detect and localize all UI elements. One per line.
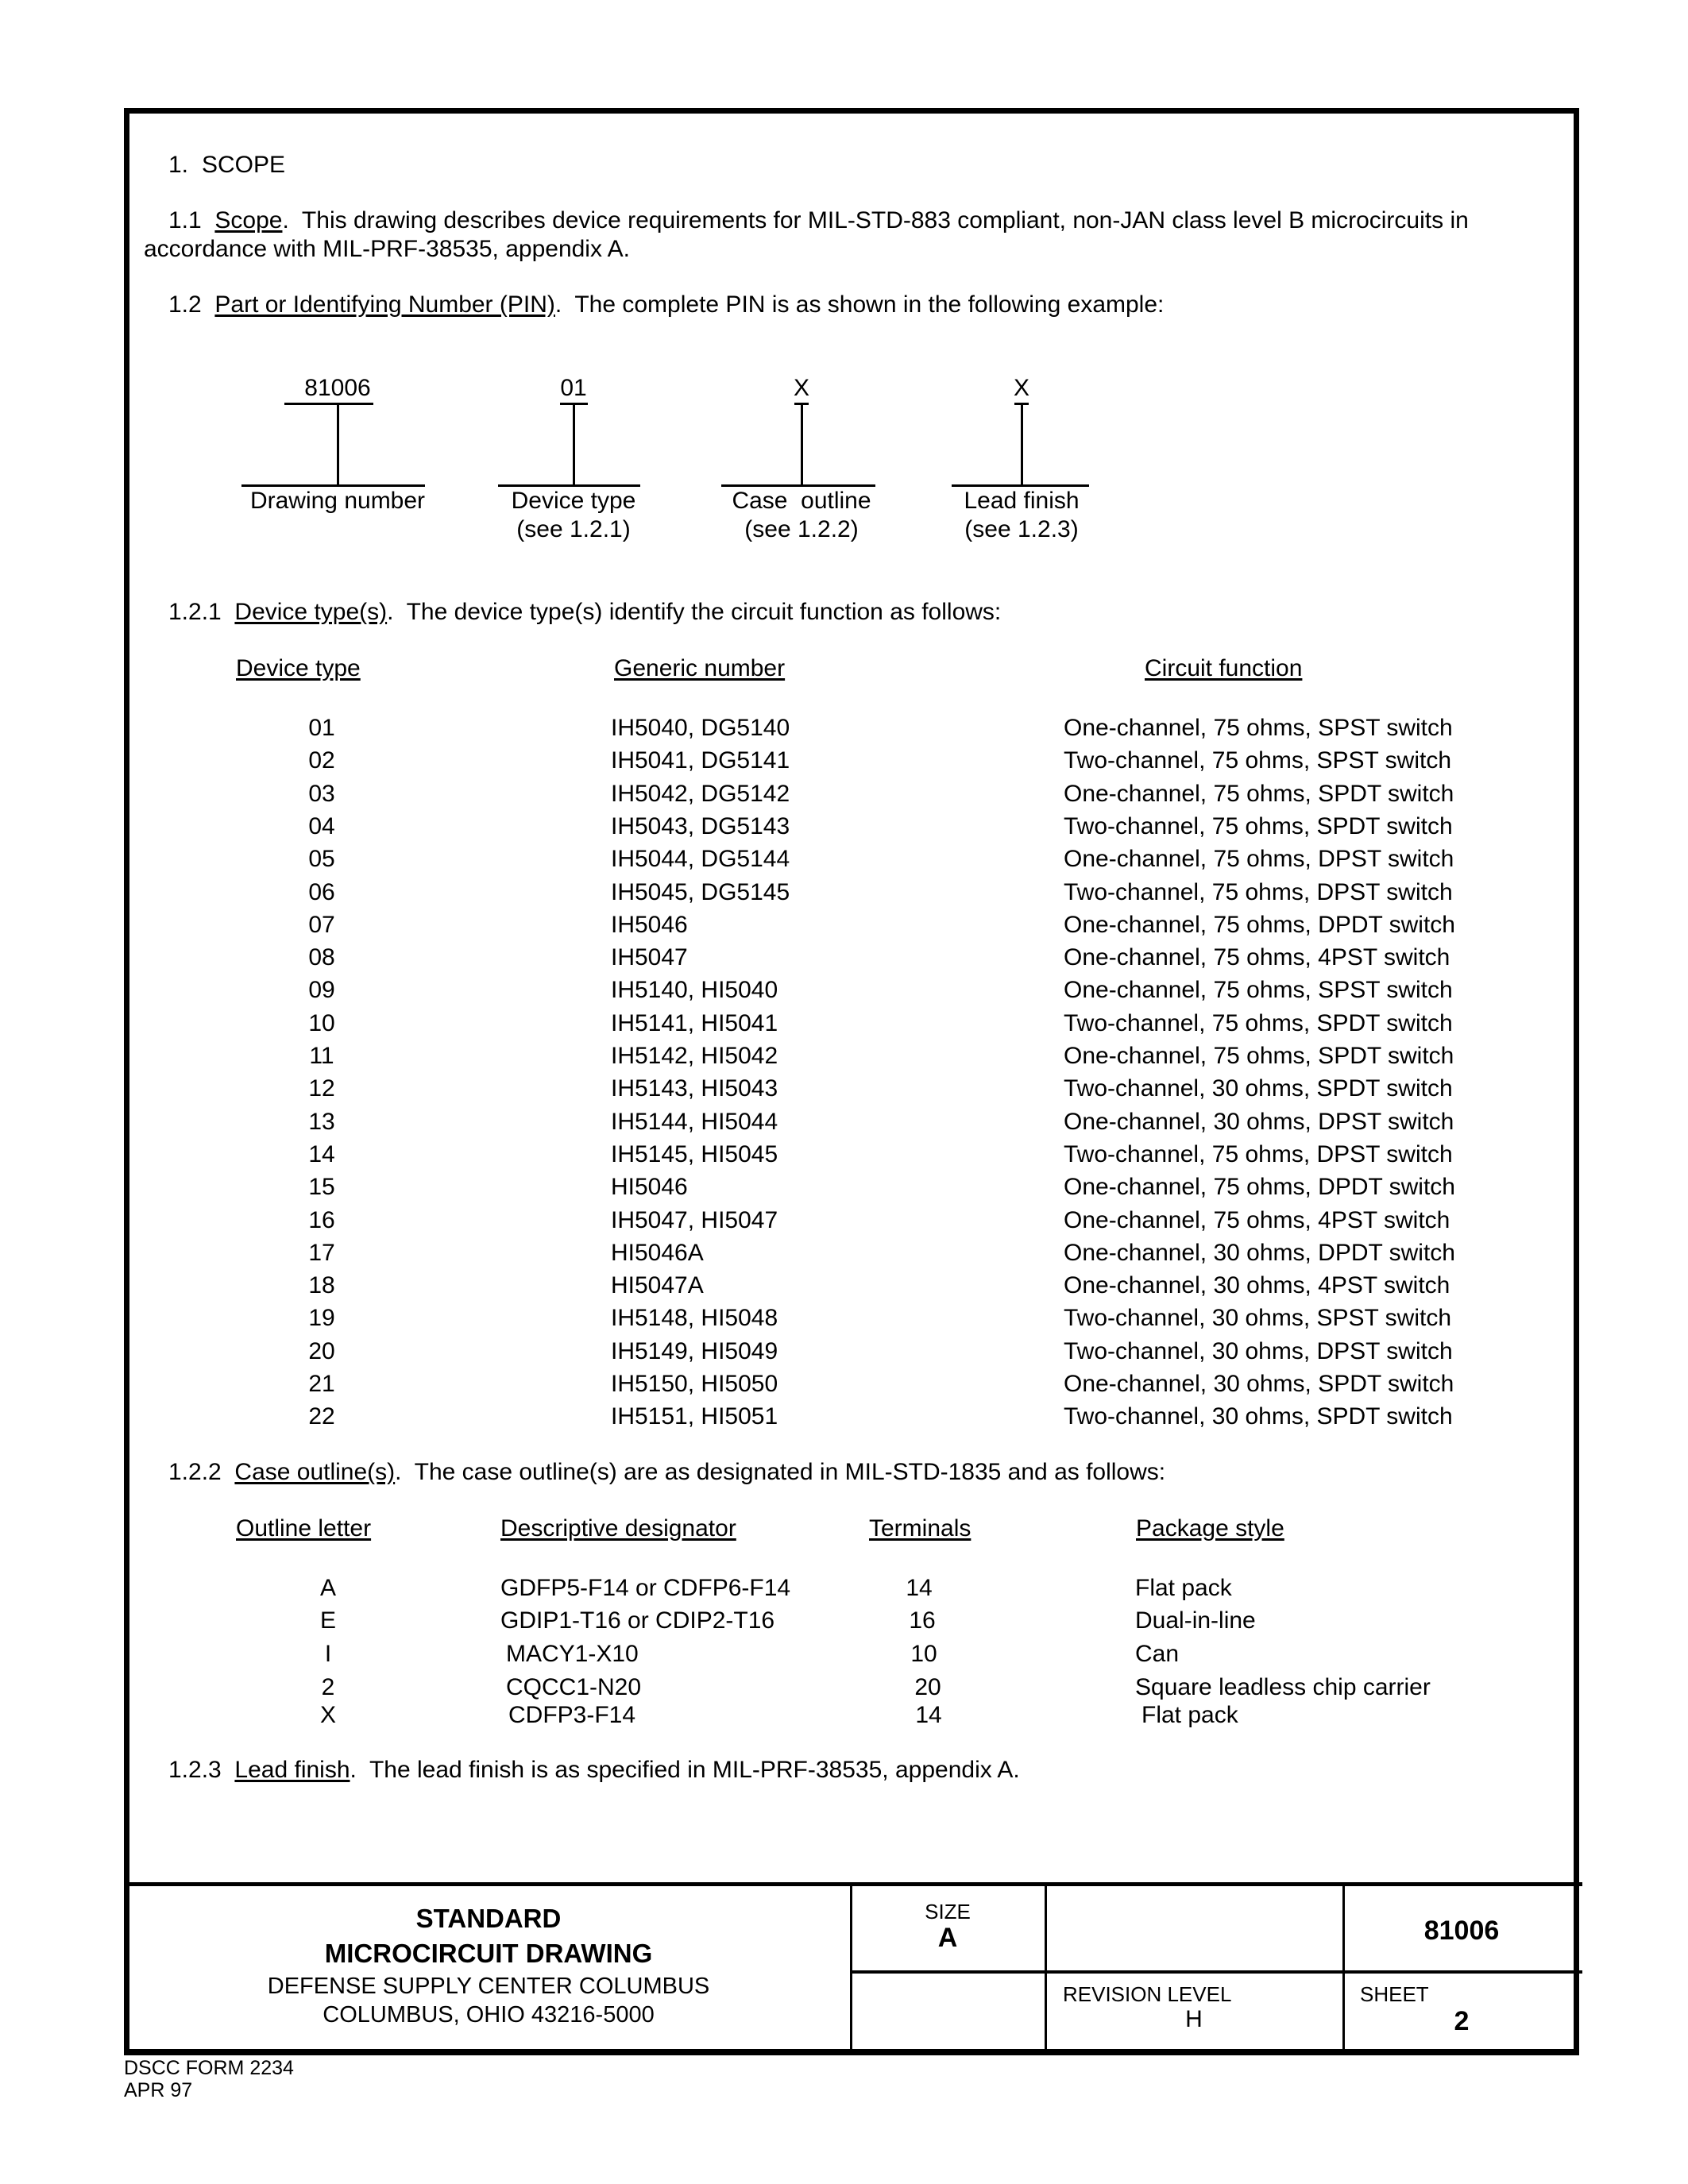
generic-number-cell: IH5046 — [611, 911, 688, 938]
section-title: SCOPE — [202, 152, 286, 178]
paragraph-1-2-1 — [168, 599, 1001, 626]
circuit-function-cell: One-channel, 75 ohms, 4PST switch — [1064, 1206, 1450, 1233]
circuit-function-cell: One-channel, 30 ohms, 4PST switch — [1064, 1272, 1450, 1299]
generic-number-cell: IH5047, HI5047 — [611, 1206, 778, 1233]
package-style-cell: Can — [1135, 1641, 1180, 1667]
device-type-cell: 05 — [308, 846, 335, 873]
device-type-cell: 16 — [308, 1206, 335, 1233]
device-type-cell: 22 — [308, 1403, 335, 1430]
circuit-function-cell: One-channel, 30 ohms, DPST switch — [1064, 1108, 1454, 1135]
device-type-cell: 02 — [308, 747, 335, 774]
package-style-header: Package style — [1136, 1515, 1284, 1542]
pin-segment-ref: (see 1.2.3) — [964, 516, 1079, 542]
circuit-function-cell: One-channel, 75 ohms, SPST switch — [1064, 715, 1453, 741]
generic-number-cell: IH5044, DG5144 — [611, 846, 790, 873]
circuit-function-cell: One-channel, 75 ohms, DPDT switch — [1064, 1174, 1455, 1201]
pin-segment-label: Case outline — [732, 488, 871, 514]
generic-number-cell: IH5144, HI5044 — [611, 1108, 778, 1135]
para-num: 1.1 — [168, 207, 202, 233]
title-block-mid-rule — [851, 1970, 1582, 1974]
pin-underline — [284, 403, 373, 405]
device-type-cell: 19 — [308, 1305, 335, 1332]
size-label: SIZE — [925, 1900, 971, 1924]
package-style-cell: Flat pack — [1135, 1575, 1232, 1601]
circuit-function-cell: Two-channel, 30 ohms, SPST switch — [1064, 1305, 1451, 1332]
pin-connector — [573, 403, 575, 486]
sheet-value: 2 — [1454, 2006, 1470, 2036]
generic-number-cell: IH5040, DG5140 — [611, 715, 790, 741]
circuit-function-cell: Two-channel, 75 ohms, DPST switch — [1064, 1140, 1453, 1167]
para-text: . The device type(s) identify the circuit function as follows: — [387, 599, 1002, 625]
device-type-cell: 15 — [308, 1174, 335, 1201]
para-text: . The complete PIN is as shown in the following example: — [554, 291, 1165, 318]
pin-segment-ref: (see 1.2.2) — [744, 516, 859, 542]
device-type-cell: 18 — [308, 1272, 335, 1299]
section-number: 1. — [168, 152, 189, 178]
generic-number-cell: IH5142, HI5042 — [611, 1043, 778, 1069]
circuit-function-cell: Two-channel, 75 ohms, DPST switch — [1064, 878, 1453, 905]
pin-segment-ref: (see 1.2.1) — [516, 516, 631, 542]
device-type-cell: 04 — [308, 812, 335, 839]
generic-number-cell: IH5042, DG5142 — [611, 780, 790, 807]
sheet-label: SHEET — [1360, 1982, 1429, 2006]
circuit-function-cell: Two-channel, 75 ohms, SPDT switch — [1064, 812, 1453, 839]
paragraph-1-2-3 — [168, 1757, 1020, 1784]
circuit-function-cell: One-channel, 75 ohms, SPST switch — [1064, 977, 1453, 1004]
form-number: DSCC FORM 2234 — [124, 2057, 294, 2079]
generic-number-cell: HI5046A — [611, 1239, 704, 1266]
form-date: APR 97 — [124, 2079, 193, 2101]
descriptive-designator-cell: CDFP3-F14 — [508, 1702, 636, 1728]
generic-number-cell: IH5149, HI5049 — [611, 1337, 778, 1364]
pin-segment-value: X — [1013, 375, 1030, 401]
generic-number-cell: IH5148, HI5048 — [611, 1305, 778, 1332]
generic-number-cell: IH5151, HI5051 — [611, 1403, 778, 1430]
terminals-cell: 20 — [914, 1674, 941, 1700]
device-type-cell: 17 — [308, 1239, 335, 1266]
outline-letter-header: Outline letter — [236, 1515, 372, 1542]
package-style-cell: Flat pack — [1141, 1702, 1238, 1728]
border-right — [1574, 108, 1579, 2055]
generic-number-cell: IH5041, DG5141 — [611, 747, 790, 774]
title-standard: STANDARD — [415, 1904, 562, 1933]
para-text: . The case outline(s) are as designated in MIL-STD-1835 and as follows: — [395, 1459, 1166, 1485]
para-text: . The lead finish is as specified in MIL-PRF-38535, appendix A. — [350, 1757, 1020, 1783]
generic-number-cell: IH5141, HI5041 — [611, 1009, 778, 1036]
pin-bracket — [721, 484, 875, 487]
generic-number-cell: IH5145, HI5045 — [611, 1140, 778, 1167]
pin-segment-label: Drawing number — [249, 488, 426, 514]
pin-connector — [337, 403, 339, 486]
border-top — [124, 108, 1579, 114]
pin-segment-label: Lead finish — [964, 488, 1080, 514]
outline-letter-cell: 2 — [321, 1674, 335, 1700]
descriptive-designator-header: Descriptive designator — [500, 1515, 736, 1542]
device-type-cell: 13 — [308, 1108, 335, 1135]
paragraph-1-2-2 — [168, 1459, 1165, 1486]
circuit-function-cell: Two-channel, 30 ohms, SPDT switch — [1064, 1403, 1453, 1430]
para-num: 1.2 — [168, 291, 202, 318]
para-heading: Part or Identifying Number (PIN) — [214, 291, 555, 318]
paragraph-1-1-cont: accordance with MIL-PRF-38535, appendix A. — [144, 236, 630, 262]
para-heading: Lead finish — [234, 1757, 350, 1783]
generic-number-cell: IH5045, DG5145 — [611, 878, 790, 905]
device-type-cell: 06 — [308, 878, 335, 905]
pin-bracket — [952, 484, 1089, 487]
title-microcircuit-drawing: MICROCIRCUIT DRAWING — [324, 1939, 653, 1968]
device-type-cell: 07 — [308, 911, 335, 938]
paragraph-1-1 — [168, 207, 1469, 234]
divider — [1342, 1884, 1345, 2051]
para-heading: Case outline(s) — [234, 1459, 396, 1485]
device-type-cell: 01 — [308, 715, 335, 741]
circuit-function-cell: Two-channel, 30 ohms, SPDT switch — [1064, 1075, 1453, 1102]
terminals-header: Terminals — [869, 1515, 971, 1542]
generic-number-cell: IH5140, HI5040 — [611, 977, 778, 1004]
descriptive-designator-cell: GDFP5-F14 or CDFP6-F14 — [500, 1575, 791, 1601]
circuit-function-cell: One-channel, 75 ohms, SPDT switch — [1064, 780, 1454, 807]
para-heading: Device type(s) — [234, 599, 388, 625]
para-num: 1.2.2 — [168, 1459, 222, 1485]
generic-number-cell: HI5046 — [611, 1174, 688, 1201]
circuit-function-cell: One-channel, 75 ohms, DPST switch — [1064, 846, 1454, 873]
descriptive-designator-cell: GDIP1-T16 or CDIP2-T16 — [500, 1607, 775, 1634]
border-left — [124, 108, 129, 2055]
circuit-function-cell: One-channel, 30 ohms, DPDT switch — [1064, 1239, 1455, 1266]
circuit-function-cell: Two-channel, 75 ohms, SPST switch — [1064, 747, 1451, 774]
revision-value: H — [1185, 2006, 1203, 2032]
divider — [1045, 1884, 1047, 2051]
outline-letter-cell: E — [319, 1607, 337, 1634]
outline-letter-cell: X — [319, 1702, 337, 1728]
device-type-cell: 09 — [308, 977, 335, 1004]
para-heading: Scope — [214, 207, 283, 233]
package-style-cell: Square leadless chip carrier — [1135, 1674, 1431, 1700]
terminals-cell: 14 — [915, 1702, 942, 1728]
outline-letter-cell: A — [319, 1575, 337, 1601]
pin-segment-value: 81006 — [304, 375, 371, 401]
circuit-function-cell: One-channel, 75 ohms, SPDT switch — [1064, 1043, 1454, 1069]
terminals-cell: 16 — [909, 1607, 936, 1634]
outline-letter-cell: I — [324, 1641, 332, 1667]
size-value: A — [937, 1923, 958, 1953]
divider — [850, 1884, 852, 2051]
device-type-cell: 11 — [309, 1043, 334, 1069]
pin-bracket — [498, 484, 640, 487]
title-block-top-rule — [124, 1882, 1582, 1886]
pin-bracket — [241, 484, 425, 487]
generic-number-cell: HI5047A — [611, 1272, 704, 1299]
circuit-function-cell: One-channel, 75 ohms, DPDT switch — [1064, 911, 1455, 938]
device-type-cell: 12 — [308, 1075, 335, 1102]
circuit-function-header: Circuit function — [1145, 655, 1303, 681]
terminals-cell: 10 — [910, 1641, 937, 1667]
device-type-header: Device type — [236, 655, 361, 681]
package-style-cell: Dual-in-line — [1135, 1607, 1256, 1634]
drawing-number: 81006 — [1423, 1916, 1500, 1946]
terminals-cell: 14 — [906, 1575, 933, 1601]
revision-label: REVISION LEVEL — [1063, 1982, 1232, 2006]
pin-connector — [801, 403, 803, 486]
generic-number-cell: IH5043, DG5143 — [611, 812, 790, 839]
generic-number-header: Generic number — [614, 655, 786, 681]
pin-segment-value: X — [793, 375, 810, 401]
device-type-cell: 08 — [308, 944, 335, 971]
pin-connector — [1021, 403, 1023, 486]
device-type-cell: 21 — [308, 1371, 335, 1397]
generic-number-cell: IH5143, HI5043 — [611, 1075, 778, 1102]
device-type-cell: 10 — [308, 1009, 335, 1036]
descriptive-designator-cell: MACY1-X10 — [506, 1641, 639, 1667]
circuit-function-cell: Two-channel, 30 ohms, DPST switch — [1064, 1337, 1453, 1364]
pin-segment-value: 01 — [560, 375, 587, 401]
descriptive-designator-cell: CQCC1-N20 — [506, 1674, 642, 1700]
circuit-function-cell: One-channel, 30 ohms, SPDT switch — [1064, 1371, 1454, 1397]
pin-segment-label: Device type — [511, 488, 636, 514]
device-type-cell: 14 — [308, 1140, 335, 1167]
agency-name: DEFENSE SUPPLY CENTER COLUMBUS — [267, 1974, 710, 1999]
device-type-cell: 20 — [308, 1337, 335, 1364]
para-text: . This drawing describes device requirements for MIL-STD-883 compliant, non-JAN class level B microcircuits in — [282, 207, 1469, 233]
agency-address: COLUMBUS, OHIO 43216-5000 — [323, 2002, 655, 2028]
para-num: 1.2.1 — [168, 599, 222, 625]
para-num: 1.2.3 — [168, 1757, 222, 1783]
paragraph-1-2 — [168, 291, 1164, 318]
circuit-function-cell: One-channel, 75 ohms, 4PST switch — [1064, 944, 1450, 971]
generic-number-cell: IH5150, HI5050 — [611, 1371, 778, 1397]
generic-number-cell: IH5047 — [611, 944, 688, 971]
circuit-function-cell: Two-channel, 75 ohms, SPDT switch — [1064, 1009, 1453, 1036]
device-type-cell: 03 — [308, 780, 335, 807]
